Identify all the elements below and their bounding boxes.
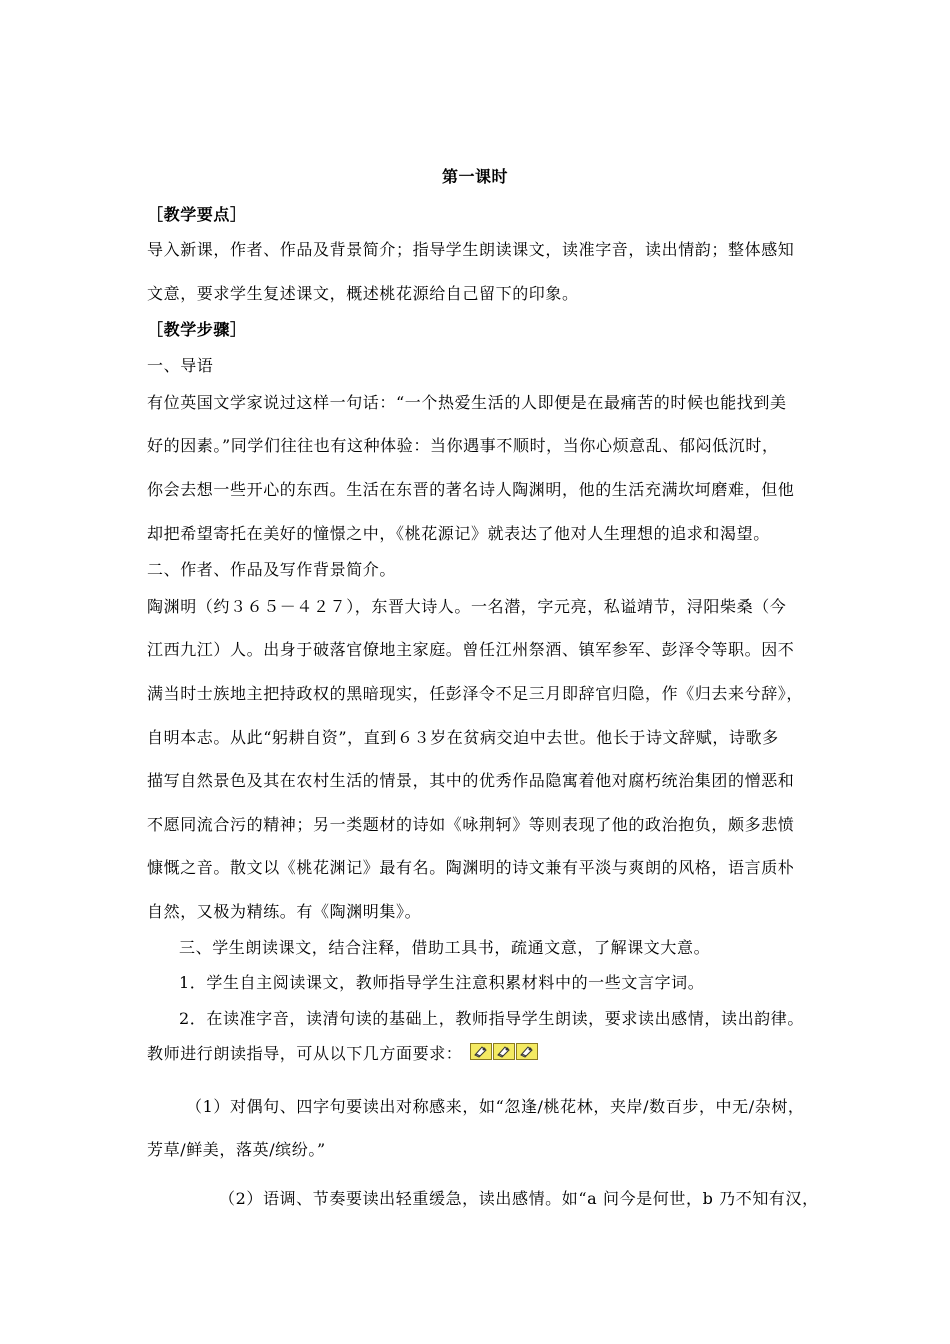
reading-requirement-2: （2）语调、节奏要读出轻重缓急，读出感情。如“a 问今是何世，b 乃不知有汉， [219, 1189, 819, 1208]
step3-item-1: 1．学生自主阅读课文，教师指导学生注意积累材料中的一些文言字词。 [179, 973, 705, 992]
scroll-icon[interactable] [493, 1043, 515, 1060]
points-line: 文意，要求学生复述课文，概述桃花源给自己留下的印象。 [147, 284, 579, 303]
reading-requirement-1-cont: 芳草/鲜美，落英/缤纷。” [147, 1140, 326, 1159]
step1-line: 你会去想一些开心的东西。生活在东晋的著名诗人陶渊明，他的生活充满坎坷磨难，但他 [147, 480, 795, 499]
step3-item-2: 2．在读准字音，读清句读的基础上，教师指导学生朗读，要求读出感情，读出韵律。 [179, 1009, 804, 1028]
scroll-icon-group[interactable] [470, 1043, 538, 1060]
step2-line: 不愿同流合污的精神；另一类题材的诗如《咏荆轲》等则表现了他的政治抱负，颇多悲愤 [147, 815, 795, 834]
step2-line: 自明本志。从此“躬耕自资”，直到６３岁在贫病交迫中去世。他长于诗文辞赋，诗歌多 [147, 728, 779, 747]
step3-heading: 三、学生朗读课文，结合注释，借助工具书，疏通文意，了解课文大意。 [179, 938, 711, 957]
step1-line: 却把希望寄托在美好的憧憬之中，《桃花源记》就表达了他对人生理想的追求和渴望。 [147, 524, 770, 543]
step2-line: 慷慨之音。散文以《桃花渊记》最有名。陶渊明的诗文兼有平淡与爽朗的风格，语言质朴 [147, 858, 795, 877]
scroll-icon[interactable] [470, 1043, 492, 1060]
step2-line: 江西九江）人。出身于破落官僚地主家庭。曾任江州祭酒、镇军参军、彭泽令等职。因不 [147, 640, 795, 659]
step2-line: 自然，又极为精练。有《陶渊明集》。 [147, 902, 422, 921]
step3-item-2-continued: 教师进行朗读指导，可从以下几方面要求： [147, 1044, 463, 1063]
points-line: 导入新课，作者、作品及背景简介；指导学生朗读课文，读准字音，读出情韵；整体感知 [147, 240, 795, 259]
step2-line: 描写自然景色及其在农村生活的情景，其中的优秀作品隐寓着他对腐朽统治集团的憎恶和 [147, 771, 795, 790]
step1-line: 有位英国文学家说过这样一句话：“一个热爱生活的人即便是在最痛苦的时候也能找到美 [147, 393, 787, 412]
step1-line: 好的因素。”同学们往往也有这种体验：当你遇事不顺时，当你心烦意乱、郁闷低沉时， [147, 436, 779, 455]
step1-heading: 一、导语 [147, 356, 214, 375]
scroll-icon[interactable] [516, 1043, 538, 1060]
step2-heading: 二、作者、作品及写作背景简介。 [147, 560, 397, 579]
lesson-title: 第一课时 [441, 167, 508, 186]
step2-line: 陶渊明（约３６５－４２７），东晋大诗人。一名潜，字元亮，私谥靖节，浔阳柴桑（今 [147, 597, 787, 616]
reading-requirement-1: （1）对偶句、四字句要读出对称感来，如“忽逢/桃花林，夹岸/数百步，中无/杂树， [186, 1097, 805, 1116]
teaching-points-heading: ［教学要点］ [147, 205, 247, 224]
step2-line: 满当时士族地主把持政权的黑暗现实，任彭泽令不足三月即辞官归隐，作《归去来兮辞》， [147, 684, 804, 703]
teaching-steps-heading: ［教学步骤］ [147, 320, 247, 339]
